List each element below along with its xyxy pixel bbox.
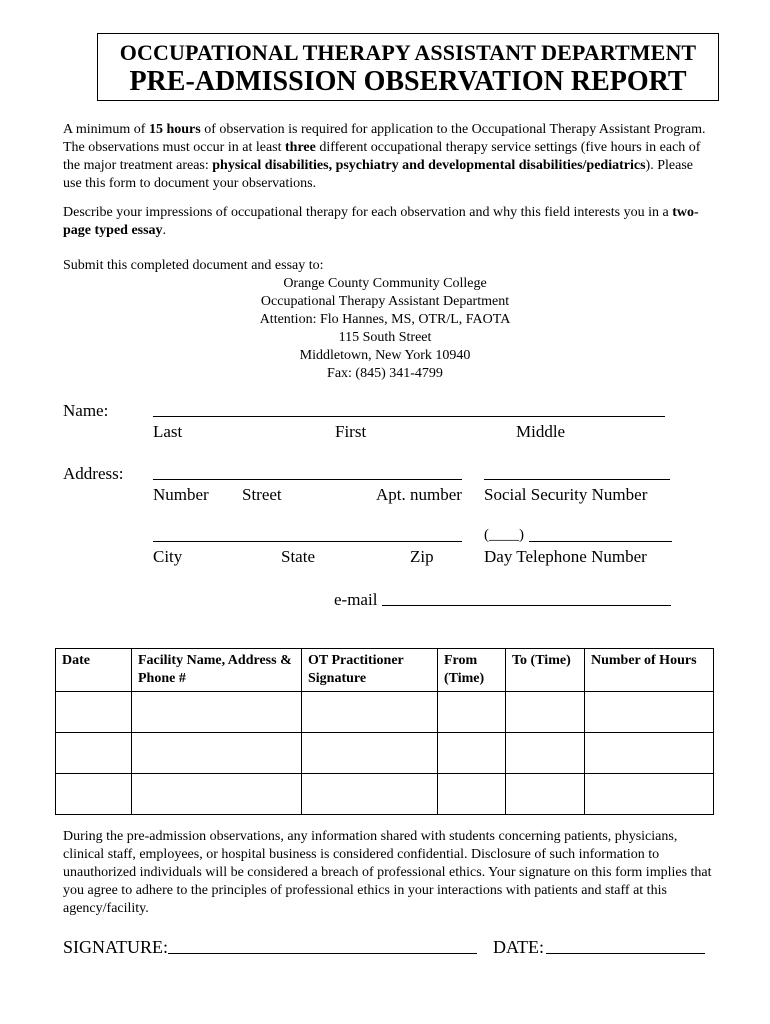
- date-label: DATE:: [493, 937, 544, 957]
- facility-cell[interactable]: [132, 692, 302, 733]
- last-name-label: Last: [153, 422, 183, 441]
- apt-number-label: Apt. number: [376, 485, 462, 504]
- day-phone-label: Day Telephone Number: [484, 547, 647, 566]
- intro-paragraph: A minimum of 15 hours of observation is required for application to the Occupational Therapy Assistant Program. The observations must occur in at least three different occupational therapy service settings (five hours in each of the major treatment areas: physical disabilities, psychiatry and developmental disabilities/pediatrics). Please use this form to document your observations.: [63, 122, 706, 191]
- mailing-address: [195, 275, 575, 383]
- practitioner-signature-cell[interactable]: [302, 774, 438, 815]
- address-line: Orange County Community College: [283, 276, 487, 291]
- street-label: Street: [242, 485, 282, 504]
- confidentiality-statement: During the pre-admission observations, any information shared with students concerning patients, physicians, clinical staff, employees, or hospital business is considered confidential. Disclosure of such information to unauthorized individuals will be considered a breach of professional ethics. Your signature on this form implies that you agree to adhere to the principles of professional ethics in your interactions with patients and staff at this agency/facility.: [63, 829, 712, 916]
- phone-field[interactable]: [529, 541, 672, 542]
- email-field[interactable]: [382, 605, 671, 606]
- date-cell[interactable]: [56, 692, 132, 733]
- address-line: Fax: (845) 341-4799: [327, 366, 443, 381]
- column-header: To (Time): [506, 649, 585, 692]
- column-header: Number of Hours: [585, 649, 714, 692]
- column-header: From (Time): [438, 649, 506, 692]
- city-state-zip-field[interactable]: [153, 541, 462, 542]
- submit-instruction: Submit this completed document and essay to:: [63, 258, 324, 273]
- facility-cell[interactable]: [132, 733, 302, 774]
- from-time-cell[interactable]: [438, 692, 506, 733]
- date-field[interactable]: [546, 953, 705, 954]
- table-row: [56, 774, 714, 815]
- table-row: [56, 692, 714, 733]
- department-title: OCCUPATIONAL THERAPY ASSISTANT DEPARTMENT: [119, 40, 697, 65]
- email-label: e-mail: [334, 590, 378, 609]
- address-line: Middletown, New York 10940: [299, 348, 471, 363]
- name-field[interactable]: [153, 416, 665, 417]
- signature-field[interactable]: [168, 953, 477, 954]
- observation-table: [55, 648, 714, 815]
- hours-cell[interactable]: [585, 692, 714, 733]
- number-label: Number: [153, 485, 209, 504]
- address-line: Occupational Therapy Assistant Department: [260, 294, 510, 309]
- first-name-label: First: [335, 422, 367, 441]
- area-code-field[interactable]: (____): [484, 527, 524, 543]
- practitioner-signature-cell[interactable]: [302, 692, 438, 733]
- column-header: OT Practitioner Signature: [302, 649, 438, 692]
- column-header: Facility Name, Address & Phone #: [132, 649, 302, 692]
- from-time-cell[interactable]: [438, 733, 506, 774]
- practitioner-signature-cell[interactable]: [302, 733, 438, 774]
- essay-instruction: Describe your impressions of occupational therapy for each observation and why this field interests you in a two-page typed essay.: [63, 205, 699, 238]
- facility-cell[interactable]: [132, 774, 302, 815]
- address-line: Attention: Flo Hannes, MS, OTR/L, FAOTA: [259, 312, 511, 327]
- from-time-cell[interactable]: [438, 774, 506, 815]
- table-row: [56, 733, 714, 774]
- hours-cell[interactable]: [585, 774, 714, 815]
- date-cell[interactable]: [56, 774, 132, 815]
- signature-label: SIGNATURE:: [63, 937, 169, 957]
- to-time-cell[interactable]: [506, 774, 585, 815]
- street-address-field[interactable]: [153, 479, 462, 480]
- middle-name-label: Middle: [516, 422, 566, 441]
- to-time-cell[interactable]: [506, 692, 585, 733]
- table-header-row: [56, 649, 714, 692]
- date-cell[interactable]: [56, 733, 132, 774]
- column-header: Date: [56, 649, 132, 692]
- title-box: [97, 33, 719, 101]
- name-label: Name:: [63, 401, 109, 420]
- state-label: State: [281, 547, 315, 566]
- city-label: City: [153, 547, 183, 566]
- report-title: PRE-ADMISSION OBSERVATION REPORT: [129, 66, 687, 97]
- address-line: 115 South Street: [338, 330, 432, 345]
- zip-label: Zip: [410, 547, 434, 566]
- ssn-label: Social Security Number: [484, 485, 648, 504]
- ssn-field[interactable]: [484, 479, 670, 480]
- hours-cell[interactable]: [585, 733, 714, 774]
- to-time-cell[interactable]: [506, 733, 585, 774]
- address-label: Address:: [63, 464, 124, 483]
